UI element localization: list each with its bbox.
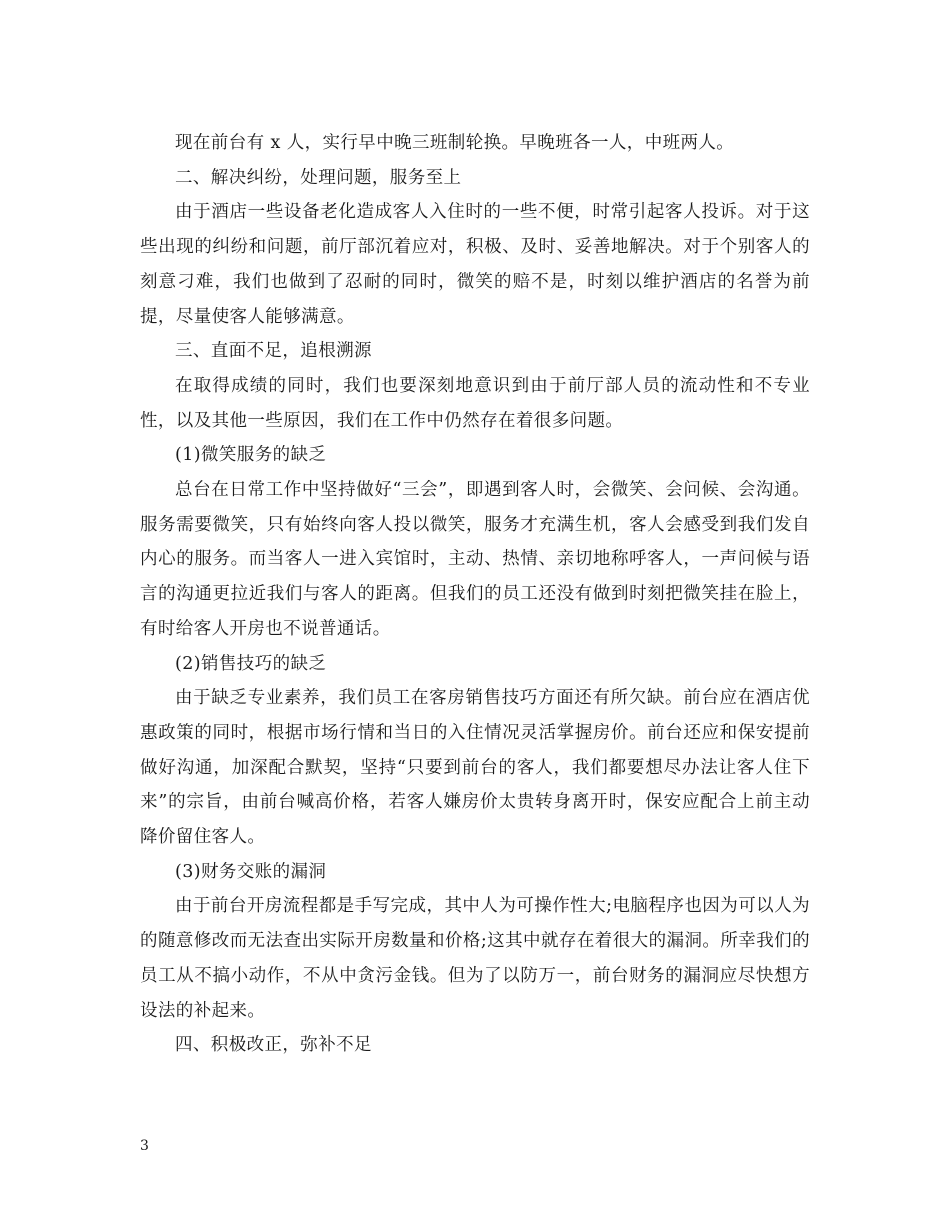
paragraph-smile-service: 总台在日常工作中坚持做好“三会”，即遇到客人时，会微笑、会问候、会沟通。服务需要微笑，只有始终向客人投以微笑，服务才充满生机，客人会感受到我们发自内心的服务。而当客人一进入宾馆时，主动、热情、亲切地称呼客人，一声问候与语言的沟通更拉近我们与客人的距离。但我们的员工还没有做到时刻把微笑挂在脸上，有时给客人开房也不说普通话。 bbox=[140, 480, 810, 639]
paragraph-finance-loophole: 由于前台开房流程都是手写完成，其中人为可操作性大;电脑程序也因为可以人为的随意修改而无法查出实际开房数量和价格;这其中就存在着很大的漏洞。所幸我们的员工从不搞小动作，不从中贪污金钱。但为了以防万一，前台财务的漏洞应尽快想方设法的补起来。 bbox=[140, 896, 810, 1021]
document-body bbox=[140, 126, 810, 1063]
heading-section-3: 三、直面不足，追根溯源 bbox=[175, 341, 372, 362]
paragraph-shortcomings-intro: 在取得成绩的同时，我们也要深刻地意识到由于前厅部人员的流动性和不专业性，以及其他一些原因，我们在工作中仍然存在着很多问题。 bbox=[140, 375, 810, 431]
heading-section-4: 四、积极改正，弥补不足 bbox=[175, 1035, 372, 1056]
subheading-smile-service: (1)微笑服务的缺乏 bbox=[175, 445, 327, 466]
page-number: 3 bbox=[140, 1138, 149, 1154]
subheading-finance-loophole: (3)财务交账的漏洞 bbox=[175, 861, 327, 882]
paragraph-disputes: 由于酒店一些设备老化造成客人入住时的一些不便，时常引起客人投诉。对于这些出现的纠纷和问题，前厅部沉着应对，积极、及时、妥善地解决。对于个别客人的刻意刁难，我们也做到了忍耐的同时，微笑的赔不是，时刻以维护酒店的名誉为前提，尽量使客人能够满意。 bbox=[140, 202, 810, 327]
subheading-sales-skills: (2)销售技巧的缺乏 bbox=[175, 653, 327, 674]
paragraph-sales-skills: 由于缺乏专业素养，我们员工在客房销售技巧方面还有所欠缺。前台应在酒店优惠政策的同时，根据市场行情和当日的入住情况灵活掌握房价。前台还应和保安提前做好沟通，加深配合默契，坚持“只要到前台的客人，我们都要想尽办法让客人住下来”的宗旨，由前台喊高价格，若客人嫌房价太贵转身离开时，保安应配合上前主动降价留住客人。 bbox=[140, 688, 810, 848]
paragraph-staffing: 现在前台有 x 人，实行早中晚三班制轮换。早晚班各一人，中班两人。 bbox=[175, 133, 735, 153]
heading-section-2: 二、解决纠纷，处理问题，服务至上 bbox=[175, 167, 462, 188]
